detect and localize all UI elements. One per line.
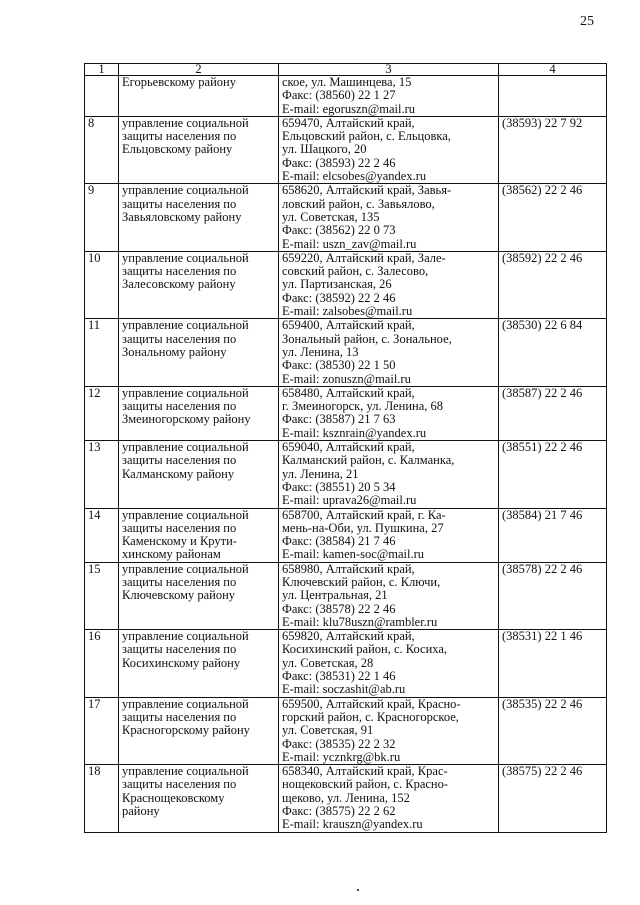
scan-speck (357, 889, 359, 891)
row-number: 11 (85, 319, 119, 386)
table-body (85, 76, 607, 833)
agency-name: Егорьевскому району (119, 76, 279, 117)
column-header-address: 3 (279, 64, 499, 76)
page-number: 25 (580, 14, 594, 29)
row-number: 18 (85, 765, 119, 832)
row-number: 9 (85, 184, 119, 251)
table-row (85, 508, 607, 562)
row-number: 13 (85, 441, 119, 508)
agency-address: 658700, Алтайский край, г. Ка- мень-на-Оби, ул. Пушкина, 27 Факс: (38584) 21 7 46 E-mail: kamen-soc@mail.ru (279, 508, 499, 562)
table-row (85, 184, 607, 251)
agency-phone: (38530) 22 6 84 (499, 319, 607, 386)
agency-address: 659470, Алтайский край, Ельцовский район, с. Ельцовка, ул. Шацкого, 20 Факс: (38593) 22 2 46 E-mail: elcsobes@yandex.ru (279, 116, 499, 183)
agency-phone: (38587) 22 2 46 (499, 386, 607, 440)
row-number: 17 (85, 697, 119, 764)
table-header-row (85, 64, 607, 76)
agency-phone: (38575) 22 2 46 (499, 765, 607, 832)
agency-name: управление социальной защиты населения по Косихинскому району (119, 630, 279, 697)
agency-address: 659220, Алтайский край, Зале- совский район, с. Залесово, ул. Партизанская, 26 Факс: (38592) 22 2 46 E-mail: zalsobes@mail.ru (279, 251, 499, 318)
table-row (85, 562, 607, 629)
agency-name: управление социальной защиты населения по Ельцовскому району (119, 116, 279, 183)
agency-address: 658480, Алтайский край, г. Змеиногорск, ул. Ленина, 68 Факс: (38587) 21 7 63 E-mail: ksznrain@yandex.ru (279, 386, 499, 440)
table-row (85, 765, 607, 832)
table-row (85, 116, 607, 183)
table-row (85, 76, 607, 117)
table-row (85, 386, 607, 440)
agency-address: 659500, Алтайский край, Красно- горский район, с. Красногорское, ул. Советская, 91 Факс: (38535) 22 2 32 E-mail: ycznkrg@bk.ru (279, 697, 499, 764)
row-number: 14 (85, 508, 119, 562)
table-row (85, 441, 607, 508)
row-number: 15 (85, 562, 119, 629)
row-number: 8 (85, 116, 119, 183)
column-header-phone: 4 (499, 64, 607, 76)
agency-phone: (38531) 22 1 46 (499, 630, 607, 697)
agency-address: 659820, Алтайский край, Косихинский район, с. Косиха, ул. Советская, 28 Факс: (38531) 22 1 46 E-mail: soczashit@ab.ru (279, 630, 499, 697)
agency-phone (499, 76, 607, 117)
agency-phone: (38578) 22 2 46 (499, 562, 607, 629)
agency-address: 659040, Алтайский край, Калманский район, с. Калманка, ул. Ленина, 21 Факс: (38551) 20 5 34 E-mail: uprava26@mail.ru (279, 441, 499, 508)
agency-address: ское, ул. Машинцева, 15 Факс: (38560) 22 1 27 E-mail: egoruszn@mail.ru (279, 76, 499, 117)
row-number (85, 76, 119, 117)
row-number: 10 (85, 251, 119, 318)
row-number: 12 (85, 386, 119, 440)
agency-phone: (38551) 22 2 46 (499, 441, 607, 508)
agency-name: управление социальной защиты населения по Красногорскому району (119, 697, 279, 764)
agency-name: управление социальной защиты населения по Залесовскому району (119, 251, 279, 318)
agency-address: 658980, Алтайский край, Ключевский район, с. Ключи, ул. Центральная, 21 Факс: (38578) 22 2 46 E-mail: klu78uszn@rambler.ru (279, 562, 499, 629)
column-header-number: 1 (85, 64, 119, 76)
agency-phone: (38562) 22 2 46 (499, 184, 607, 251)
row-number: 16 (85, 630, 119, 697)
agency-name: управление социальной защиты населения по Зональному району (119, 319, 279, 386)
column-header-name: 2 (119, 64, 279, 76)
agency-name: управление социальной защиты населения по Краснощековскому району (119, 765, 279, 832)
agency-address: 659400, Алтайский край, Зональный район, с. Зональное, ул. Ленина, 13 Факс: (38530) 22 1 50 E-mail: zonuszn@mail.ru (279, 319, 499, 386)
agency-phone: (38592) 22 2 46 (499, 251, 607, 318)
agency-phone: (38593) 22 7 92 (499, 116, 607, 183)
agency-address: 658340, Алтайский край, Крас- нощековский район, с. Красно- щеково, ул. Ленина, 152 Факс: (38575) 22 2 62 E-mail: krauszn@yandex.ru (279, 765, 499, 832)
table-row (85, 697, 607, 764)
agency-name: управление социальной защиты населения по Завьяловскому району (119, 184, 279, 251)
agency-phone: (38535) 22 2 46 (499, 697, 607, 764)
agency-name: управление социальной защиты населения по Каменскому и Крути- хинскому районам (119, 508, 279, 562)
agency-name: управление социальной защиты населения по Калманскому району (119, 441, 279, 508)
agency-name: управление социальной защиты населения по Ключевскому району (119, 562, 279, 629)
table-row (85, 319, 607, 386)
agency-phone: (38584) 21 7 46 (499, 508, 607, 562)
table-row (85, 251, 607, 318)
agency-address: 658620, Алтайский край, Завья- ловский район, с. Завьялово, ул. Советская, 135 Факс: (38562) 22 0 73 E-mail: uszn_zav@mail.ru (279, 184, 499, 251)
agency-name: управление социальной защиты населения по Змеиногорскому району (119, 386, 279, 440)
table-row (85, 630, 607, 697)
agencies-table (84, 63, 607, 833)
